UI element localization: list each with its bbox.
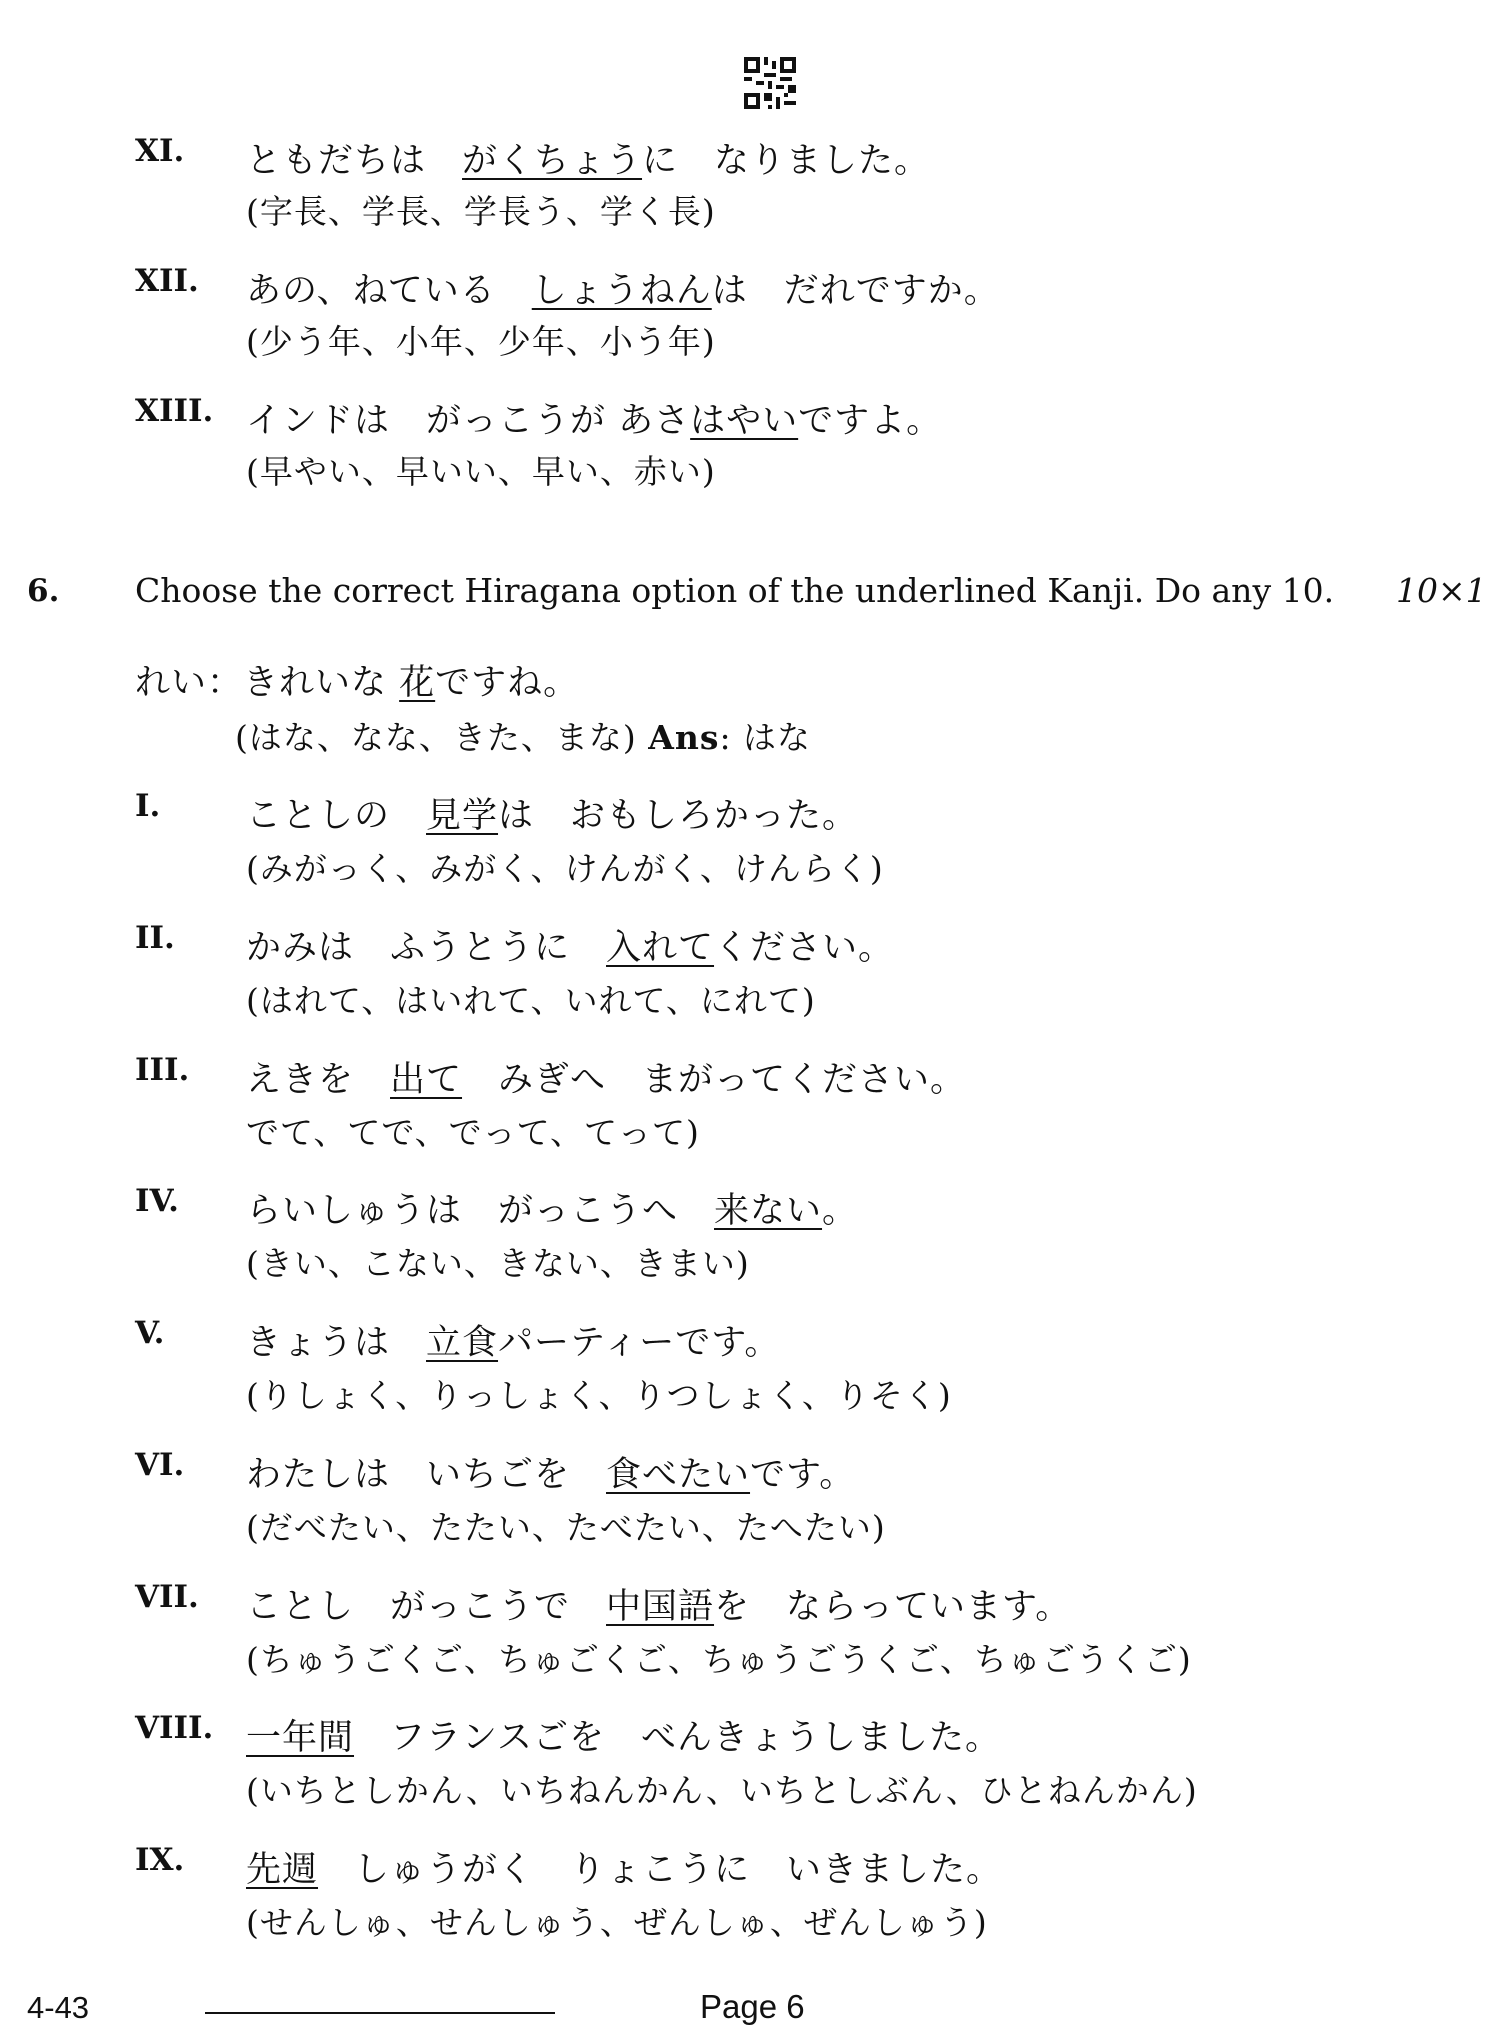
question-number: III.: [135, 1052, 190, 1088]
question-sentence: あの、ねている しょうねんは だれですか。: [246, 271, 1000, 311]
answer-options: (少う年、小年、少年、小う年): [246, 322, 716, 361]
question-sentence: インドは がっこうが あさはやいですよ。: [246, 401, 943, 441]
answer-options: (だべたい、たたい、たべたい、たへたい): [246, 1508, 886, 1547]
answer-options: (いちとしかん、いちねんかん、いちとしぶん、ひとねんかん): [246, 1771, 1198, 1810]
underlined-word: 入れて: [606, 928, 715, 968]
paper-code: 4-43: [27, 1990, 90, 2025]
section-instruction: Choose the correct Hiragana option of the underlined Kanji. Do any 10.: [135, 571, 1335, 610]
question-sentence: かみは ふうとうに 入れてください。: [246, 928, 895, 968]
question-sentence: えきを 出て みぎへ まがってください。: [246, 1060, 967, 1100]
underlined-word: 立食: [426, 1323, 499, 1363]
underlined-word: はやい: [690, 401, 799, 441]
question-number: V.: [135, 1315, 165, 1351]
underlined-word: 一年間: [246, 1718, 355, 1758]
question-sentence: らいしゅうは がっこうへ 来ない。: [246, 1191, 859, 1231]
section-marks: 10×1: [1396, 571, 1487, 610]
underlined-word: 出て: [390, 1060, 463, 1100]
underlined-word: 見学: [426, 796, 499, 836]
answer-options: でて、てで、でって、てって): [246, 1113, 700, 1152]
answer-options: (りしょく、りっしょく、りつしょく、りそく): [246, 1376, 952, 1415]
answer-options: (字長、学長、学長う、学く長): [246, 192, 716, 231]
question-number: IX.: [135, 1842, 185, 1878]
answer-options: (早やい、早いい、早い、赤い): [246, 452, 716, 491]
answer-options: (きい、こない、きない、きまい): [246, 1244, 750, 1283]
underlined-word: しょうねん: [531, 271, 712, 311]
footer-divider: [205, 2012, 555, 2014]
underlined-word: 先週: [246, 1850, 319, 1890]
question-sentence: わたしは いちごを 食べたいです。: [246, 1455, 856, 1495]
question-number: VIII.: [135, 1710, 214, 1746]
question-number: II.: [135, 920, 175, 956]
example-sentence: れい：きれいな 花ですね。: [135, 663, 580, 703]
question-sentence: ことし がっこうで 中国語を ならっています。: [246, 1587, 1072, 1627]
underlined-word: 花: [399, 663, 436, 703]
answer-label: Ans: [648, 718, 720, 757]
question-sentence: ともだちは がくちょうに なりました。: [246, 141, 931, 181]
question-number: XII.: [135, 263, 199, 299]
qr-code-icon: [744, 56, 796, 110]
question-sentence: 一年間 フランスごを べんきょうしました。: [246, 1718, 1001, 1758]
question-number: XI.: [135, 133, 185, 169]
answer-options: (せんしゅ、せんしゅう、ぜんしゅ、ぜんしゅう): [246, 1903, 988, 1942]
question-sentence: ことしの 見学は おもしろかった。: [246, 796, 859, 836]
question-number: VI.: [135, 1447, 185, 1483]
underlined-word: 食べたい: [606, 1455, 751, 1495]
page-number: Page 6: [700, 1988, 805, 2025]
underlined-word: 来ない: [714, 1191, 823, 1231]
question-sentence: きょうは 立食パーティーです。: [246, 1323, 781, 1363]
underlined-word: がくちょう: [462, 141, 643, 181]
section-number: 6.: [27, 573, 60, 609]
example-options: (はな、なな、きた、まな) Ans: はな: [235, 718, 812, 757]
underlined-word: 中国語: [606, 1587, 715, 1627]
question-number: VII.: [135, 1579, 199, 1615]
question-number: XIII.: [135, 393, 214, 429]
answer-options: (はれて、はいれて、いれて、にれて): [246, 981, 816, 1020]
answer-options: (みがっく、みがく、けんがく、けんらく): [246, 849, 884, 888]
question-number: I.: [135, 788, 161, 824]
question-sentence: 先週 しゅうがく りょこうに いきました。: [246, 1850, 1003, 1890]
answer-options: (ちゅうごくご、ちゅごくご、ちゅうごうくご、ちゅごうくご): [246, 1640, 1192, 1679]
question-number: IV.: [135, 1183, 179, 1219]
